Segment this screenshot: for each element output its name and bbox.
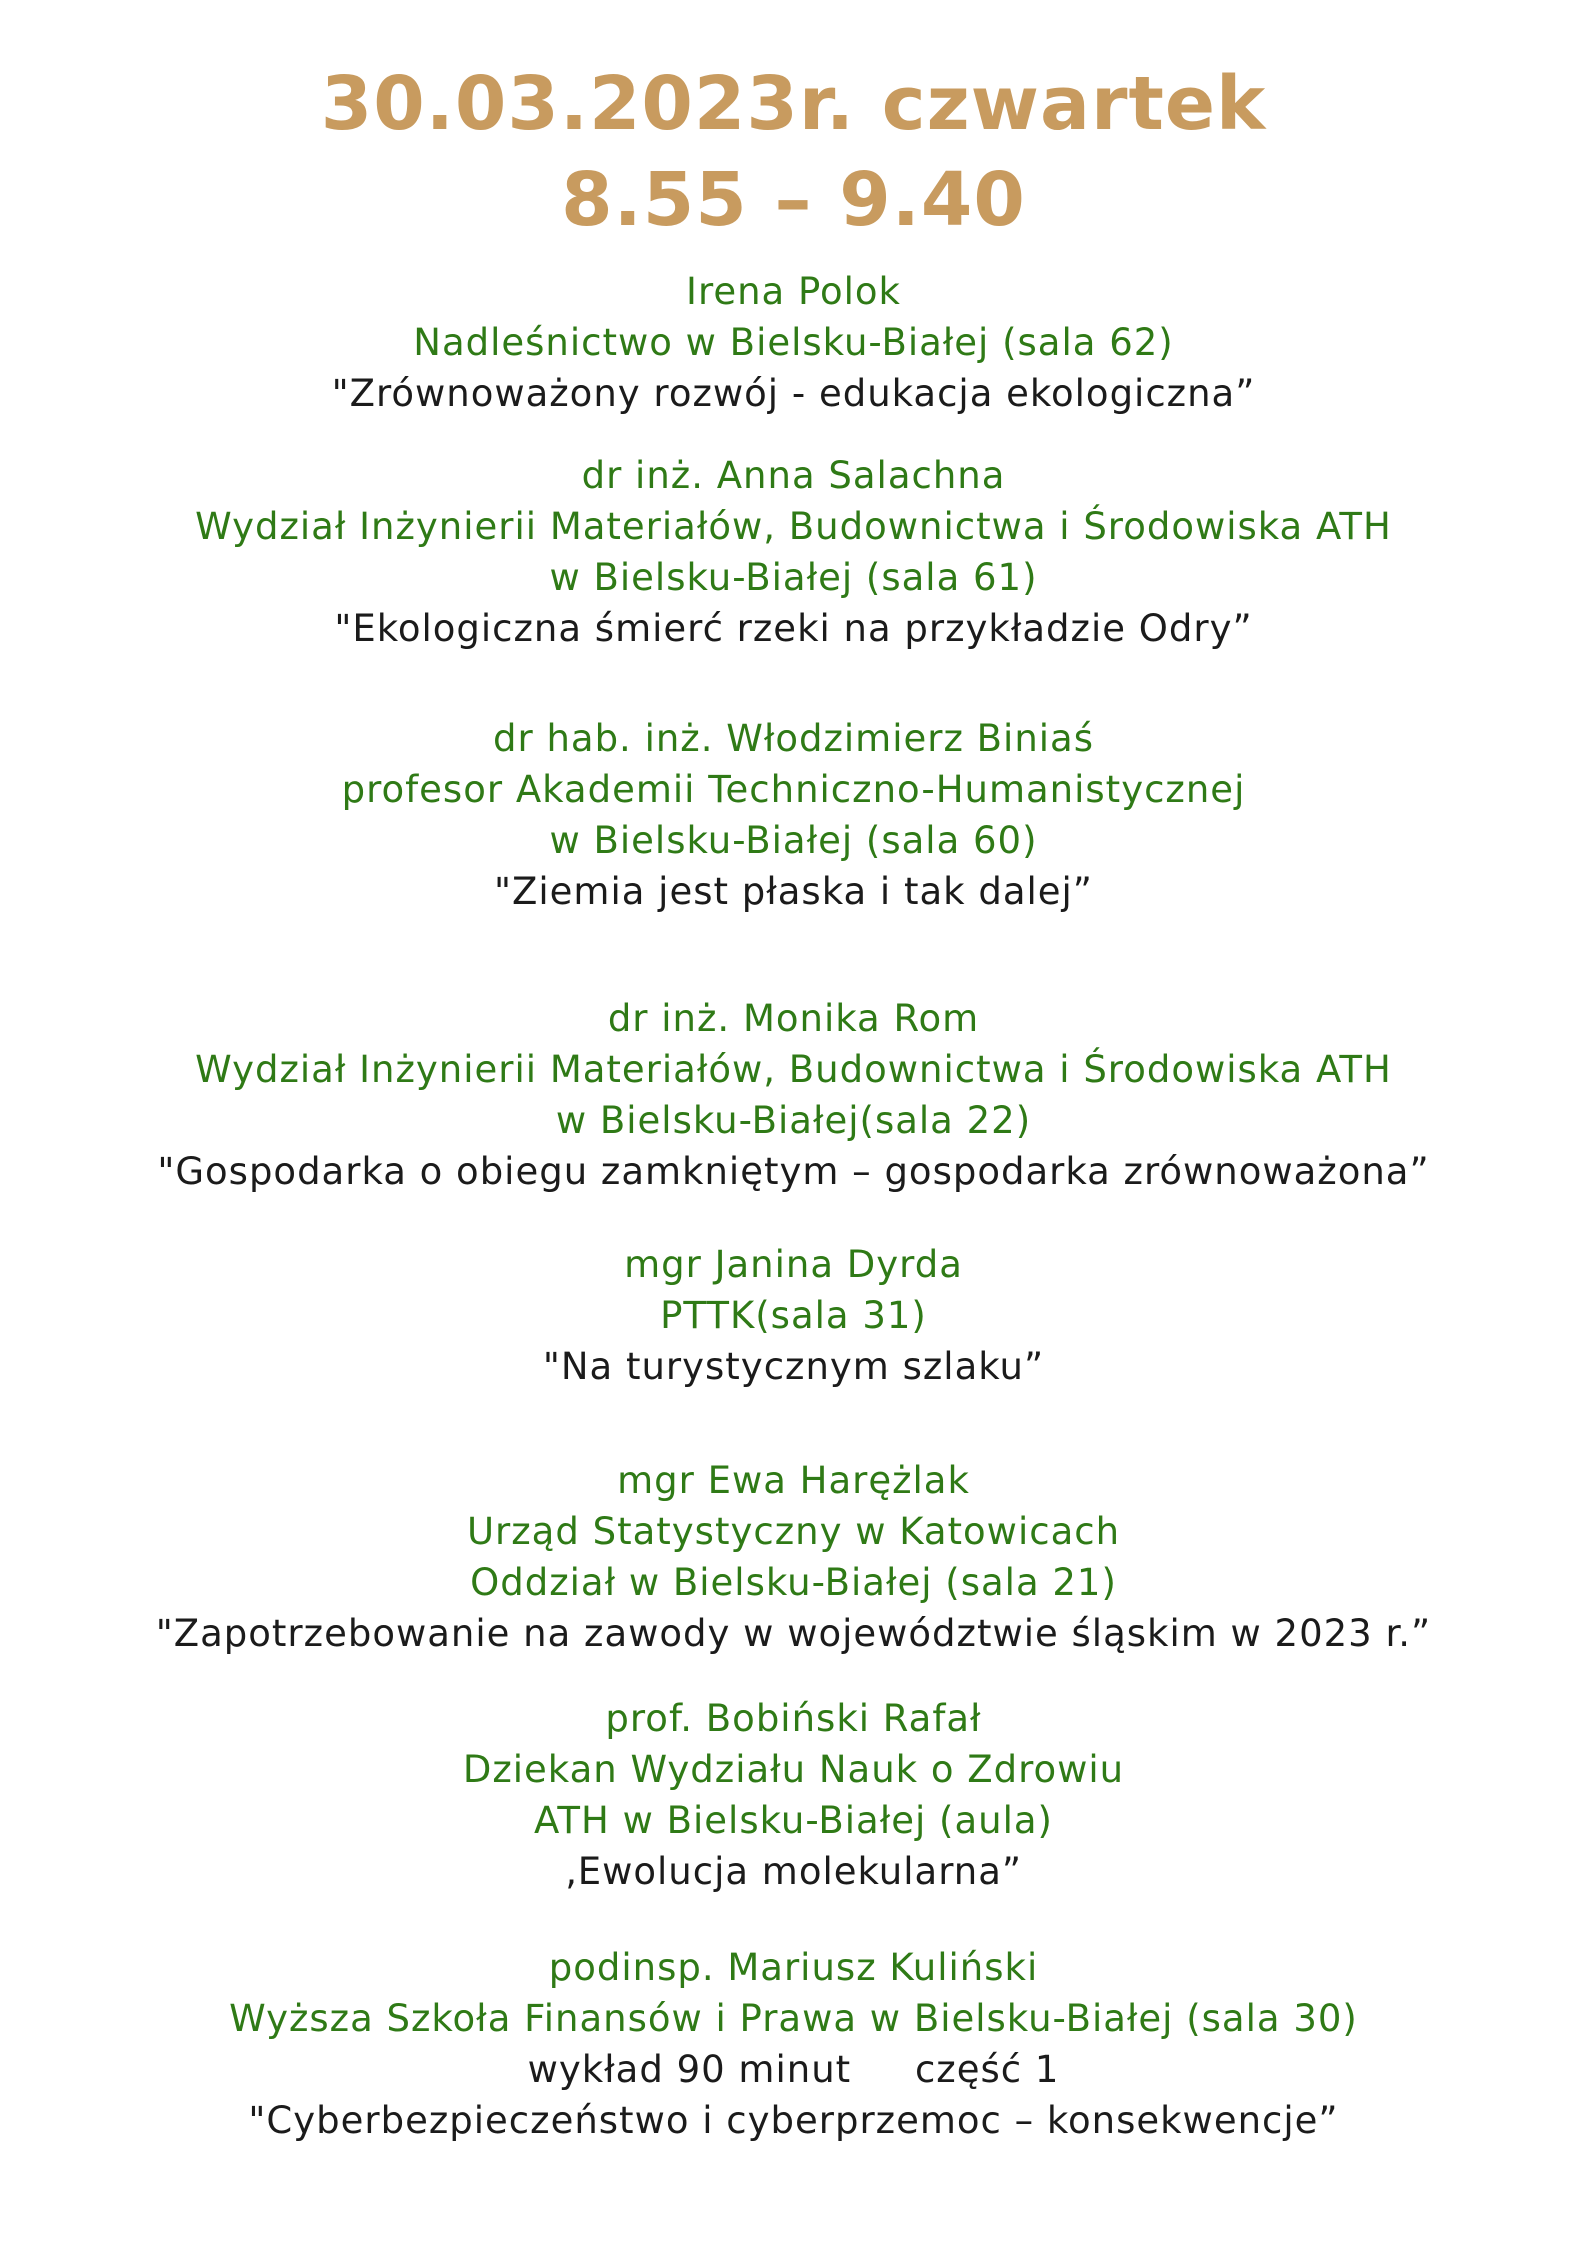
speaker-affiliation: Dziekan Wydziału Nauk o Zdrowiu xyxy=(462,1748,1125,1791)
talk-title: "Zapotrzebowanie na zawody w województwie śląskim w 2023 r.” xyxy=(155,1612,1432,1655)
speaker-name: dr inż. Monika Rom xyxy=(607,997,980,1040)
talk-title: ‚Ewolucja molekularna” xyxy=(564,1850,1023,1893)
speaker-affiliation: profesor Akademii Techniczno-Humanistycznej xyxy=(341,768,1246,811)
talk-title: "Ziemia jest płaska i tak dalej” xyxy=(494,870,1093,913)
talk-title: "Cyberbezpieczeństwo i cyberprzemoc – konsekwencje” xyxy=(248,2099,1339,2142)
speaker-affiliation: ATH w Bielsku-Białej (aula) xyxy=(533,1799,1053,1842)
speaker-affiliation: w Bielsku-Białej (sala 60) xyxy=(549,819,1038,862)
speaker-affiliation: Urząd Statystyczny w Katowicach xyxy=(466,1510,1121,1553)
talk-title: "Zrównoważony rozwój - edukacja ekologiczna” xyxy=(331,372,1256,415)
speaker-affiliation: Nadleśnictwo w Bielsku-Białej (sala 62) xyxy=(413,321,1174,364)
speaker-affiliation: w Bielsku-Białej(sala 22) xyxy=(555,1099,1032,1142)
speaker-affiliation: Wydział Inżynierii Materiałów, Budownictwa i Środowiska ATH xyxy=(195,1048,1392,1091)
talk-title: "Ekologiczna śmierć rzeki na przykładzie Odry” xyxy=(334,607,1253,650)
speaker-affiliation: Wyższa Szkoła Finansów i Prawa w Bielsku-Białej (sala 30) xyxy=(229,1997,1358,2040)
event-date: 30.03.2023r. czwartek xyxy=(320,61,1267,147)
speaker-name: dr hab. inż. Włodzimierz Biniaś xyxy=(492,717,1094,760)
speaker-name: mgr Ewa Harężlak xyxy=(617,1459,970,1502)
talk-title: "Na turystycznym szlaku” xyxy=(542,1345,1045,1388)
speaker-affiliation: PTTK(sala 31) xyxy=(660,1294,927,1337)
speaker-name: Irena Polok xyxy=(686,270,901,313)
speaker-name: podinsp. Mariusz Kuliński xyxy=(548,1946,1039,1989)
talk-note: wykład 90 minut część 1 xyxy=(527,2048,1060,2091)
event-time: 8.55 – 9.40 xyxy=(561,157,1026,243)
speaker-affiliation: Wydział Inżynierii Materiałów, Budownictwa i Środowiska ATH xyxy=(195,505,1392,548)
speaker-name: prof. Bobiński Rafał xyxy=(605,1697,982,1740)
speaker-name: mgr Janina Dyrda xyxy=(624,1243,963,1286)
speaker-affiliation: w Bielsku-Białej (sala 61) xyxy=(549,556,1038,599)
speaker-affiliation: Oddział w Bielsku-Białej (sala 21) xyxy=(470,1561,1117,1604)
speaker-name: dr inż. Anna Salachna xyxy=(581,454,1006,497)
talk-title: "Gospodarka o obiegu zamkniętym – gospodarka zrównoważona” xyxy=(157,1150,1430,1193)
